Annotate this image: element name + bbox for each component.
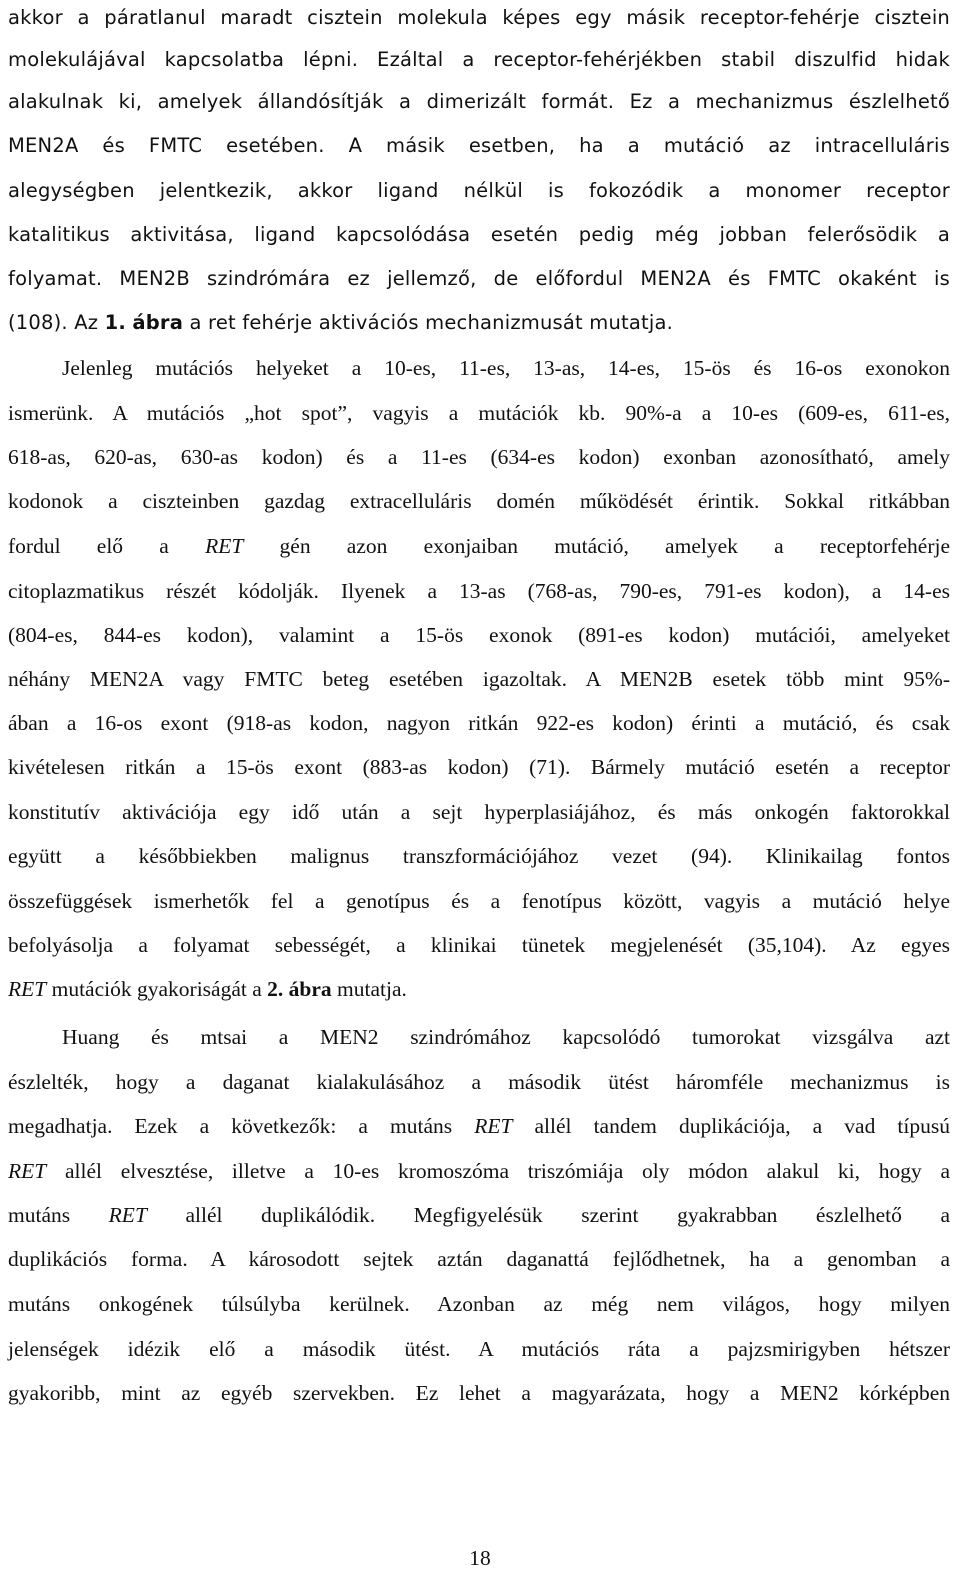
text-segment: katalitikus aktivitása, ligand kapcsolódása esetén pedig még jobban felerősödik a [8,223,950,246]
text-segment: megadhatja. Ezek a következők: a mutáns [8,1114,475,1138]
text-line [8,176,950,206]
text-line [8,1067,950,1097]
text-line [8,886,950,916]
text-segment: (804-es, 844-es kodon), valamint a 15-ös exonok (891-es kodon) mutációi, amelyeket [8,623,950,647]
text-segment: gyakoribb, mint az egyéb szervekben. Ez lehet a magyarázata, hogy a MEN2 kórképben [8,1381,950,1405]
italic-text: RET [108,1203,147,1227]
text-line [8,797,950,827]
text-line [62,1022,950,1052]
italic-text: RET [8,1159,47,1183]
text-segment: konstitutív aktivációja egy idő után a sejt hyperplasiájához, és más onkogén faktorokkal [8,800,950,824]
text-segment: molekulájával kapcsolatba lépni. Ezáltal a receptor-fehérjékben stabil diszulfid hidak [8,48,950,71]
text-segment: allél duplikálódik. Megfigyelésük szerint gyakrabban észlelhető a [146,1203,950,1227]
text-line [8,974,950,1004]
text-line [8,752,950,782]
text-line [8,3,950,33]
text-segment: észlelték, hogy a daganat kialakulásához a második ütést háromféle mechanizmus is [8,1070,950,1094]
text-segment: ában a 16-os exont (918-as kodon, nagyon ritkán 922-es kodon) érinti a mutáció, és csak [8,711,950,735]
text-line [8,576,950,606]
text-segment: duplikációs forma. A károsodott sejtek aztán daganattá fejlődhetnek, ha a genomban a [8,1247,950,1271]
text-segment: kivételesen ritkán a 15-ös exont (883-as kodon) (71). Bármely mutáció esetén a receptor [8,755,950,779]
text-line [8,1289,950,1319]
text-line [8,1244,950,1274]
text-line [8,531,950,561]
text-segment: mutatja. [331,977,407,1001]
text-line [62,353,950,383]
text-segment: ismerünk. A mutációs „hot spot”, vagyis a mutációk kb. 90%-a a 10-es (609-es, 611-es, [8,401,950,425]
italic-text: RET [205,534,244,558]
text-line [8,87,950,117]
text-line [8,486,950,516]
text-line [8,664,950,694]
text-segment: (108). Az [8,311,105,334]
text-line [8,1334,950,1364]
text-segment: allél elvesztése, illetve a 10-es kromoszóma triszómiája oly módon alakul ki, hogy a [46,1159,950,1183]
text-segment: összefüggések ismerhetők fel a genotípus és a fenotípus között, vagyis a mutáció helye [8,889,950,913]
text-line [8,398,950,428]
text-segment: Huang és mtsai a MEN2 szindrómához kapcsolódó tumorokat vizsgálva azt [62,1025,950,1049]
text-segment: 618-as, 620-as, 630-as kodon) és a 11-es (634-es kodon) exonban azonosítható, amely [8,445,950,469]
text-segment: együtt a későbbiekben malignus transzformációjához vezet (94). Klinikailag fontos [8,844,950,868]
text-line [8,131,950,161]
bold-text: ábra [132,311,184,334]
text-segment: akkor a páratlanul maradt cisztein molekula képes egy másik receptor-fehérje cisztein [8,6,950,29]
text-line [8,1200,950,1230]
text-line [8,308,950,338]
text-segment: néhány MEN2A vagy FMTC beteg esetében igazoltak. A MEN2B esetek több mint 95%- [8,667,950,691]
text-segment: befolyásolja a folyamat sebességét, a klinikai tünetek megjelenését (35,104). Az egyes [8,933,950,957]
text-line [8,841,950,871]
text-line [8,264,950,294]
italic-text: RET [474,1114,513,1138]
text-segment: a ret fehérje aktivációs mechanizmusát mutatja. [183,311,674,334]
text-line [8,1111,950,1141]
text-segment: jelenségek idézik elő a második ütést. A mutációs ráta a pajzsmirigyben hétszer [8,1337,950,1361]
text-segment: mutáns onkogének túlsúlyba kerülnek. Azonban az még nem világos, hogy milyen [8,1292,950,1316]
text-segment: kodonok a ciszteinben gazdag extracelluláris domén működését érintik. Sokkal ritkábban [8,489,950,513]
text-segment: alakulnak ki, amelyek állandósítják a dimerizált formát. Ez a mechanizmus észlelhető [8,90,950,113]
text-segment: mutáns [8,1203,109,1227]
text-segment: Jelenleg mutációs helyeket a 10-es, 11-es, 13-as, 14-es, 15-ös és 16-os exonokon [62,356,950,380]
text-segment: mutációk gyakoriságát a [46,977,268,1001]
text-line [8,620,950,650]
text-line [8,45,950,75]
text-line [8,1156,950,1186]
text-segment: allél tandem duplikációja, a vad típusú [512,1114,950,1138]
text-line [8,442,950,472]
page-number: 18 [469,1546,491,1570]
bold-text: 2. ábra [267,977,332,1001]
text-segment: gén azon exonjaiban mutáció, amelyek a receptorfehérje [243,534,950,558]
text-segment: fordul elő a [8,534,206,558]
text-segment: folyamat. MEN2B szindrómára ez jellemző, de előfordul MEN2A és FMTC okaként is [8,267,950,290]
text-segment: MEN2A és FMTC esetében. A másik esetben, ha a mutáció az intracelluláris [8,134,950,157]
bold-text: 1. [104,311,126,334]
text-segment: citoplazmatikus részét kódolják. Ilyenek a 13-as (768-as, 790-es, 791-es kodon), a 14-es [8,579,950,603]
text-line [8,220,950,250]
text-line [8,708,950,738]
text-segment: alegységben jelentkezik, akkor ligand nélkül is fokozódik a monomer receptor [8,179,950,202]
text-line [8,930,950,960]
italic-text: RET [8,977,47,1001]
text-line [8,1378,950,1408]
